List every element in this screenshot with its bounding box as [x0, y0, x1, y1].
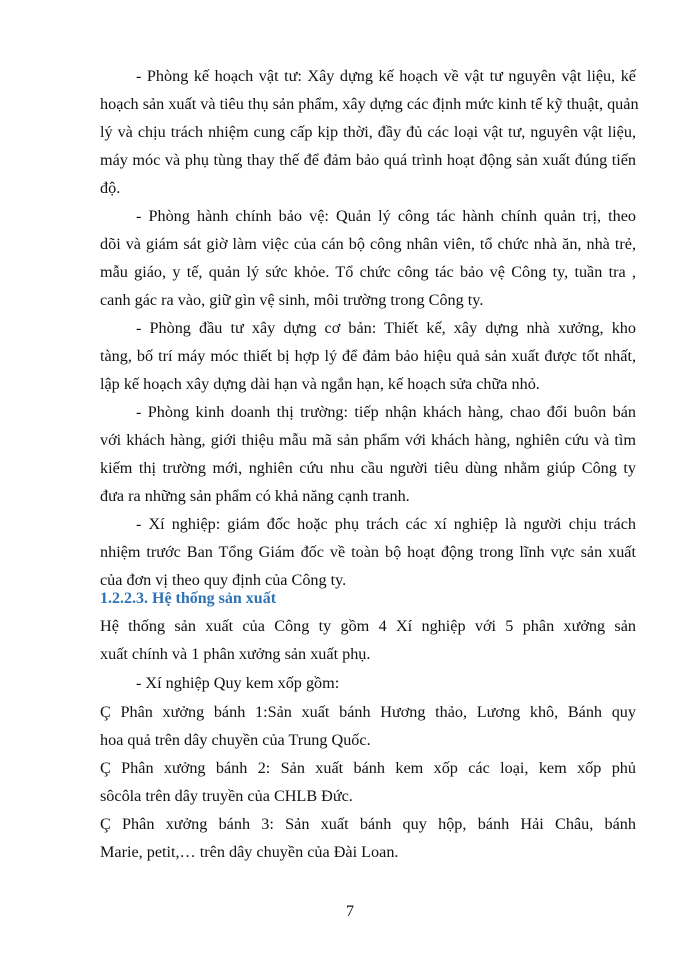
text-line: hoa quả trên dây chuyền của Trung Quốc. — [100, 731, 371, 749]
text-line: - Xí nghiệp Quy kem xốp gồm: — [136, 674, 340, 692]
text-line: sôcôla trên dây truyền của CHLB Đức. — [100, 787, 353, 805]
text-line: lập kế hoạch xây dựng dài hạn và ngắn hạn, kế hoạch sửa chữa nhỏ. — [100, 375, 540, 393]
text-line: - Phòng kinh doanh thị trường: tiếp nhận khách hàng, chao đổi buôn bán — [136, 403, 636, 421]
text-line: xuất chính và 1 phân xưởng sản xuất phụ. — [100, 645, 371, 663]
text-line: nhiệm trước Ban Tổng Giám đốc về toàn bộ hoạt động trong lĩnh vực sản xuất — [100, 543, 636, 561]
text-line: độ. — [100, 179, 121, 197]
text-line: tàng, bố trí máy móc thiết bị hợp lý để đảm bảo hiệu quả sản xuất được tốt nhất, — [100, 347, 636, 365]
text-line: kiếm thị trường mới, nghiên cứu nhu cầu người tiêu dùng nhằm giúp Công ty — [100, 459, 636, 477]
text-line: với khách hàng, giới thiệu mẫu mã sản phẩm với khách hàng, nghiên cứu và tìm — [100, 431, 636, 449]
text-line: dõi và giám sát giờ làm việc của cán bộ công nhân viên, tổ chức nhà ăn, nhà trẻ, — [100, 235, 636, 253]
text-line: lý và chịu trách nhiệm cung cấp kịp thời, đầy đủ các loại vật tư, nguyên vật liệu, — [100, 123, 636, 141]
text-line: đưa ra những sản phẩm có khả năng cạnh tranh. — [100, 487, 410, 505]
text-line: canh gác ra vào, giữ gìn vệ sinh, môi trường trong Công ty. — [100, 291, 484, 309]
text-line: - Phòng đầu tư xây dựng cơ bản: Thiết kế, xây dựng nhà xưởng, kho — [136, 319, 636, 337]
text-line: Hệ thống sản xuất của Công ty gồm 4 Xí nghiệp với 5 phân xưởng sản — [100, 617, 636, 635]
text-line: Ç Phân xưởng bánh 1:Sản xuất bánh Hương thảo, Lương khô, Bánh quy — [100, 703, 636, 721]
text-line: - Phòng kế hoạch vật tư: Xây dựng kế hoạch về vật tư nguyên vật liệu, kế — [136, 67, 636, 85]
text-line: hoạch sản xuất và tiêu thụ sản phẩm, xây dựng các định mức kinh tế kỹ thuật, quản — [100, 95, 639, 113]
text-line: Ç Phân xưởng bánh 2: Sản xuất bánh kem xốp các loại, kem xốp phủ — [100, 759, 636, 777]
text-line: - Xí nghiệp: giám đốc hoặc phụ trách các xí nghiệp là người chịu trách — [136, 515, 636, 533]
text-line: của đơn vị theo quy định của Công ty. — [100, 571, 347, 589]
text-line: máy móc và phụ tùng thay thế để đảm bảo quá trình hoạt động sản xuất đúng tiến — [100, 151, 636, 169]
text-line: Marie, petit,… trên dây chuyền của Đài Loan. — [100, 843, 399, 861]
section-heading: 1.2.2.3. Hệ thống sản xuất — [100, 590, 277, 607]
text-line: Ç Phân xưởng bánh 3: Sản xuất bánh quy hộp, bánh Hải Châu, bánh — [100, 815, 636, 833]
text-line: - Phòng hành chính bảo vệ: Quản lý công tác hành chính quản trị, theo — [136, 207, 636, 225]
text-line: mẫu giáo, y tế, quản lý sức khỏe. Tổ chức công tác bảo vệ Công ty, tuần tra , — [100, 263, 636, 281]
page-number: 7 — [346, 903, 354, 920]
